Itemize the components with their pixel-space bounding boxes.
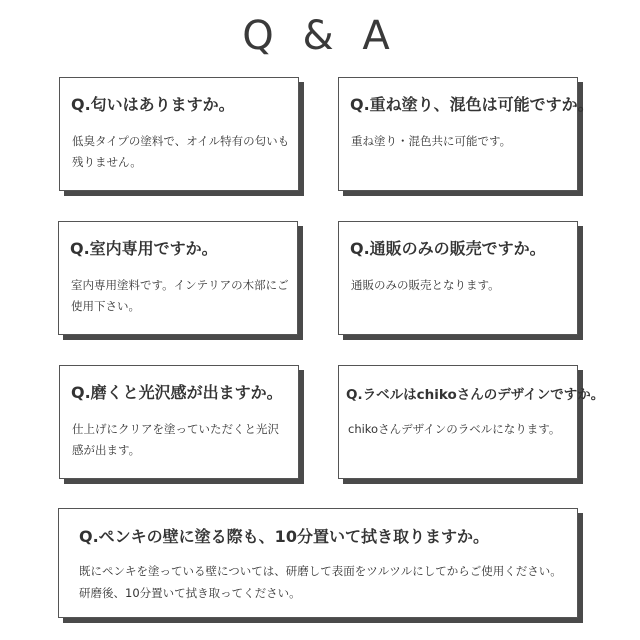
faq-question: Q.重ね塗り、混色は可能ですか。 bbox=[350, 95, 594, 114]
faq-answer: 仕上げにクリアを塗っていただくと光沢感が出ます。 bbox=[72, 422, 279, 457]
faq-question: Q.ペンキの壁に塗る際も、10分置いて拭き取りますか。 bbox=[79, 527, 489, 546]
faq-question: Q.室内専用ですか。 bbox=[70, 239, 218, 258]
faq-card-smell bbox=[59, 77, 299, 191]
faq-card-gloss bbox=[59, 365, 299, 479]
faq-answer: 低臭タイプの塗料で、オイル特有の匂いも残りません。 bbox=[72, 134, 290, 169]
faq-answer: 重ね塗り・混色共に可能です。 bbox=[351, 134, 512, 148]
faq-card-label bbox=[338, 365, 605, 479]
faq-card-indoor bbox=[58, 221, 298, 335]
faq-answer: chikoさんデザインのラベルになります。 bbox=[348, 422, 561, 436]
faq-answer: 通販のみの販売となります。 bbox=[351, 278, 500, 292]
page-title: Q & A bbox=[242, 13, 398, 59]
faq-question: Q.匂いはありますか。 bbox=[71, 95, 235, 114]
faq-answer: 既にペンキを塗っている壁については、研磨して表面をツルツルにしてからご使用ください。研磨後、10分置いて拭き取ってください。 bbox=[79, 564, 562, 600]
faq-question: Q.磨くと光沢感が出ますか。 bbox=[71, 383, 283, 402]
faq-card-layering bbox=[338, 77, 594, 191]
faq-question: Q.ラベルはchikoさんのデザインですか。 bbox=[346, 387, 605, 403]
faq-answer: 室内専用塗料です。インテリアの木部にご使用下さい。 bbox=[71, 278, 289, 313]
faq-card-painted-wall bbox=[58, 508, 578, 618]
faq-question: Q.通販のみの販売ですか。 bbox=[350, 239, 546, 258]
faq-card-mail-order bbox=[338, 221, 578, 335]
